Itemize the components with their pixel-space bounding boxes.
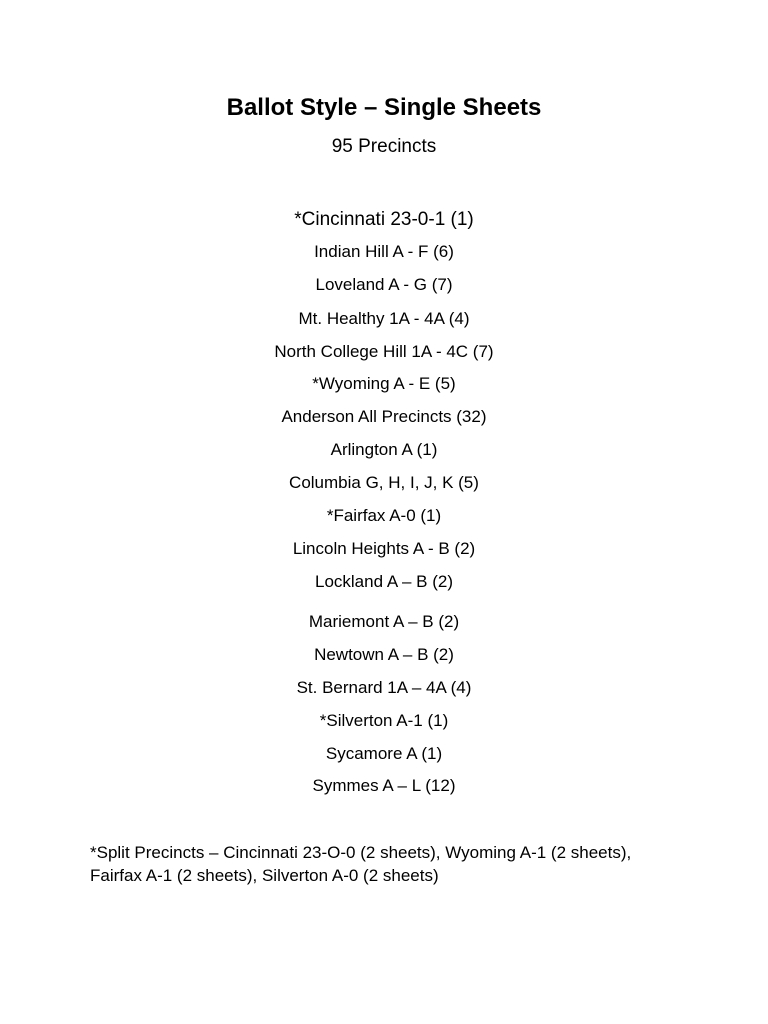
- precinct-count: 95 Precincts: [331, 136, 437, 157]
- precinct-item: Lincoln Heights A - B (2): [292, 539, 476, 558]
- precinct-item: Newtown A – B (2): [314, 645, 454, 664]
- precinct-item: St. Bernard 1A – 4A (4): [296, 678, 472, 697]
- precinct-item: Symmes A – L (12): [312, 776, 456, 795]
- precinct-item: Mt. Healthy 1A - 4A (4): [298, 309, 470, 328]
- precinct-item: Loveland A - G (7): [315, 275, 453, 294]
- precinct-item: Arlington A (1): [330, 440, 438, 459]
- precinct-item: Lockland A – B (2): [315, 572, 453, 591]
- precinct-item: *Fairfax A-0 (1): [326, 506, 442, 525]
- precinct-item: *Wyoming A - E (5): [312, 374, 456, 393]
- precinct-item: Sycamore A (1): [325, 744, 443, 763]
- footnote-line: *Split Precincts – Cincinnati 23-O-0 (2 sheets), Wyoming A-1 (2 sheets),: [90, 843, 632, 862]
- document-title: Ballot Style – Single Sheets: [226, 94, 542, 121]
- split-precincts-footnote: [90, 841, 690, 887]
- precinct-item: Indian Hill A - F (6): [314, 242, 454, 261]
- precinct-item: North College Hill 1A - 4C (7): [274, 342, 494, 361]
- precinct-item: Mariemont A – B (2): [308, 612, 460, 631]
- precinct-item: Columbia G, H, I, J, K (5): [289, 473, 479, 492]
- footnote-line: Fairfax A-1 (2 sheets), Silverton A-0 (2 sheets): [90, 866, 439, 885]
- precinct-item: Anderson All Precincts (32): [281, 407, 487, 426]
- lead-precinct: *Cincinnati 23-0-1 (1): [294, 209, 474, 230]
- precinct-item: *Silverton A-1 (1): [319, 711, 449, 730]
